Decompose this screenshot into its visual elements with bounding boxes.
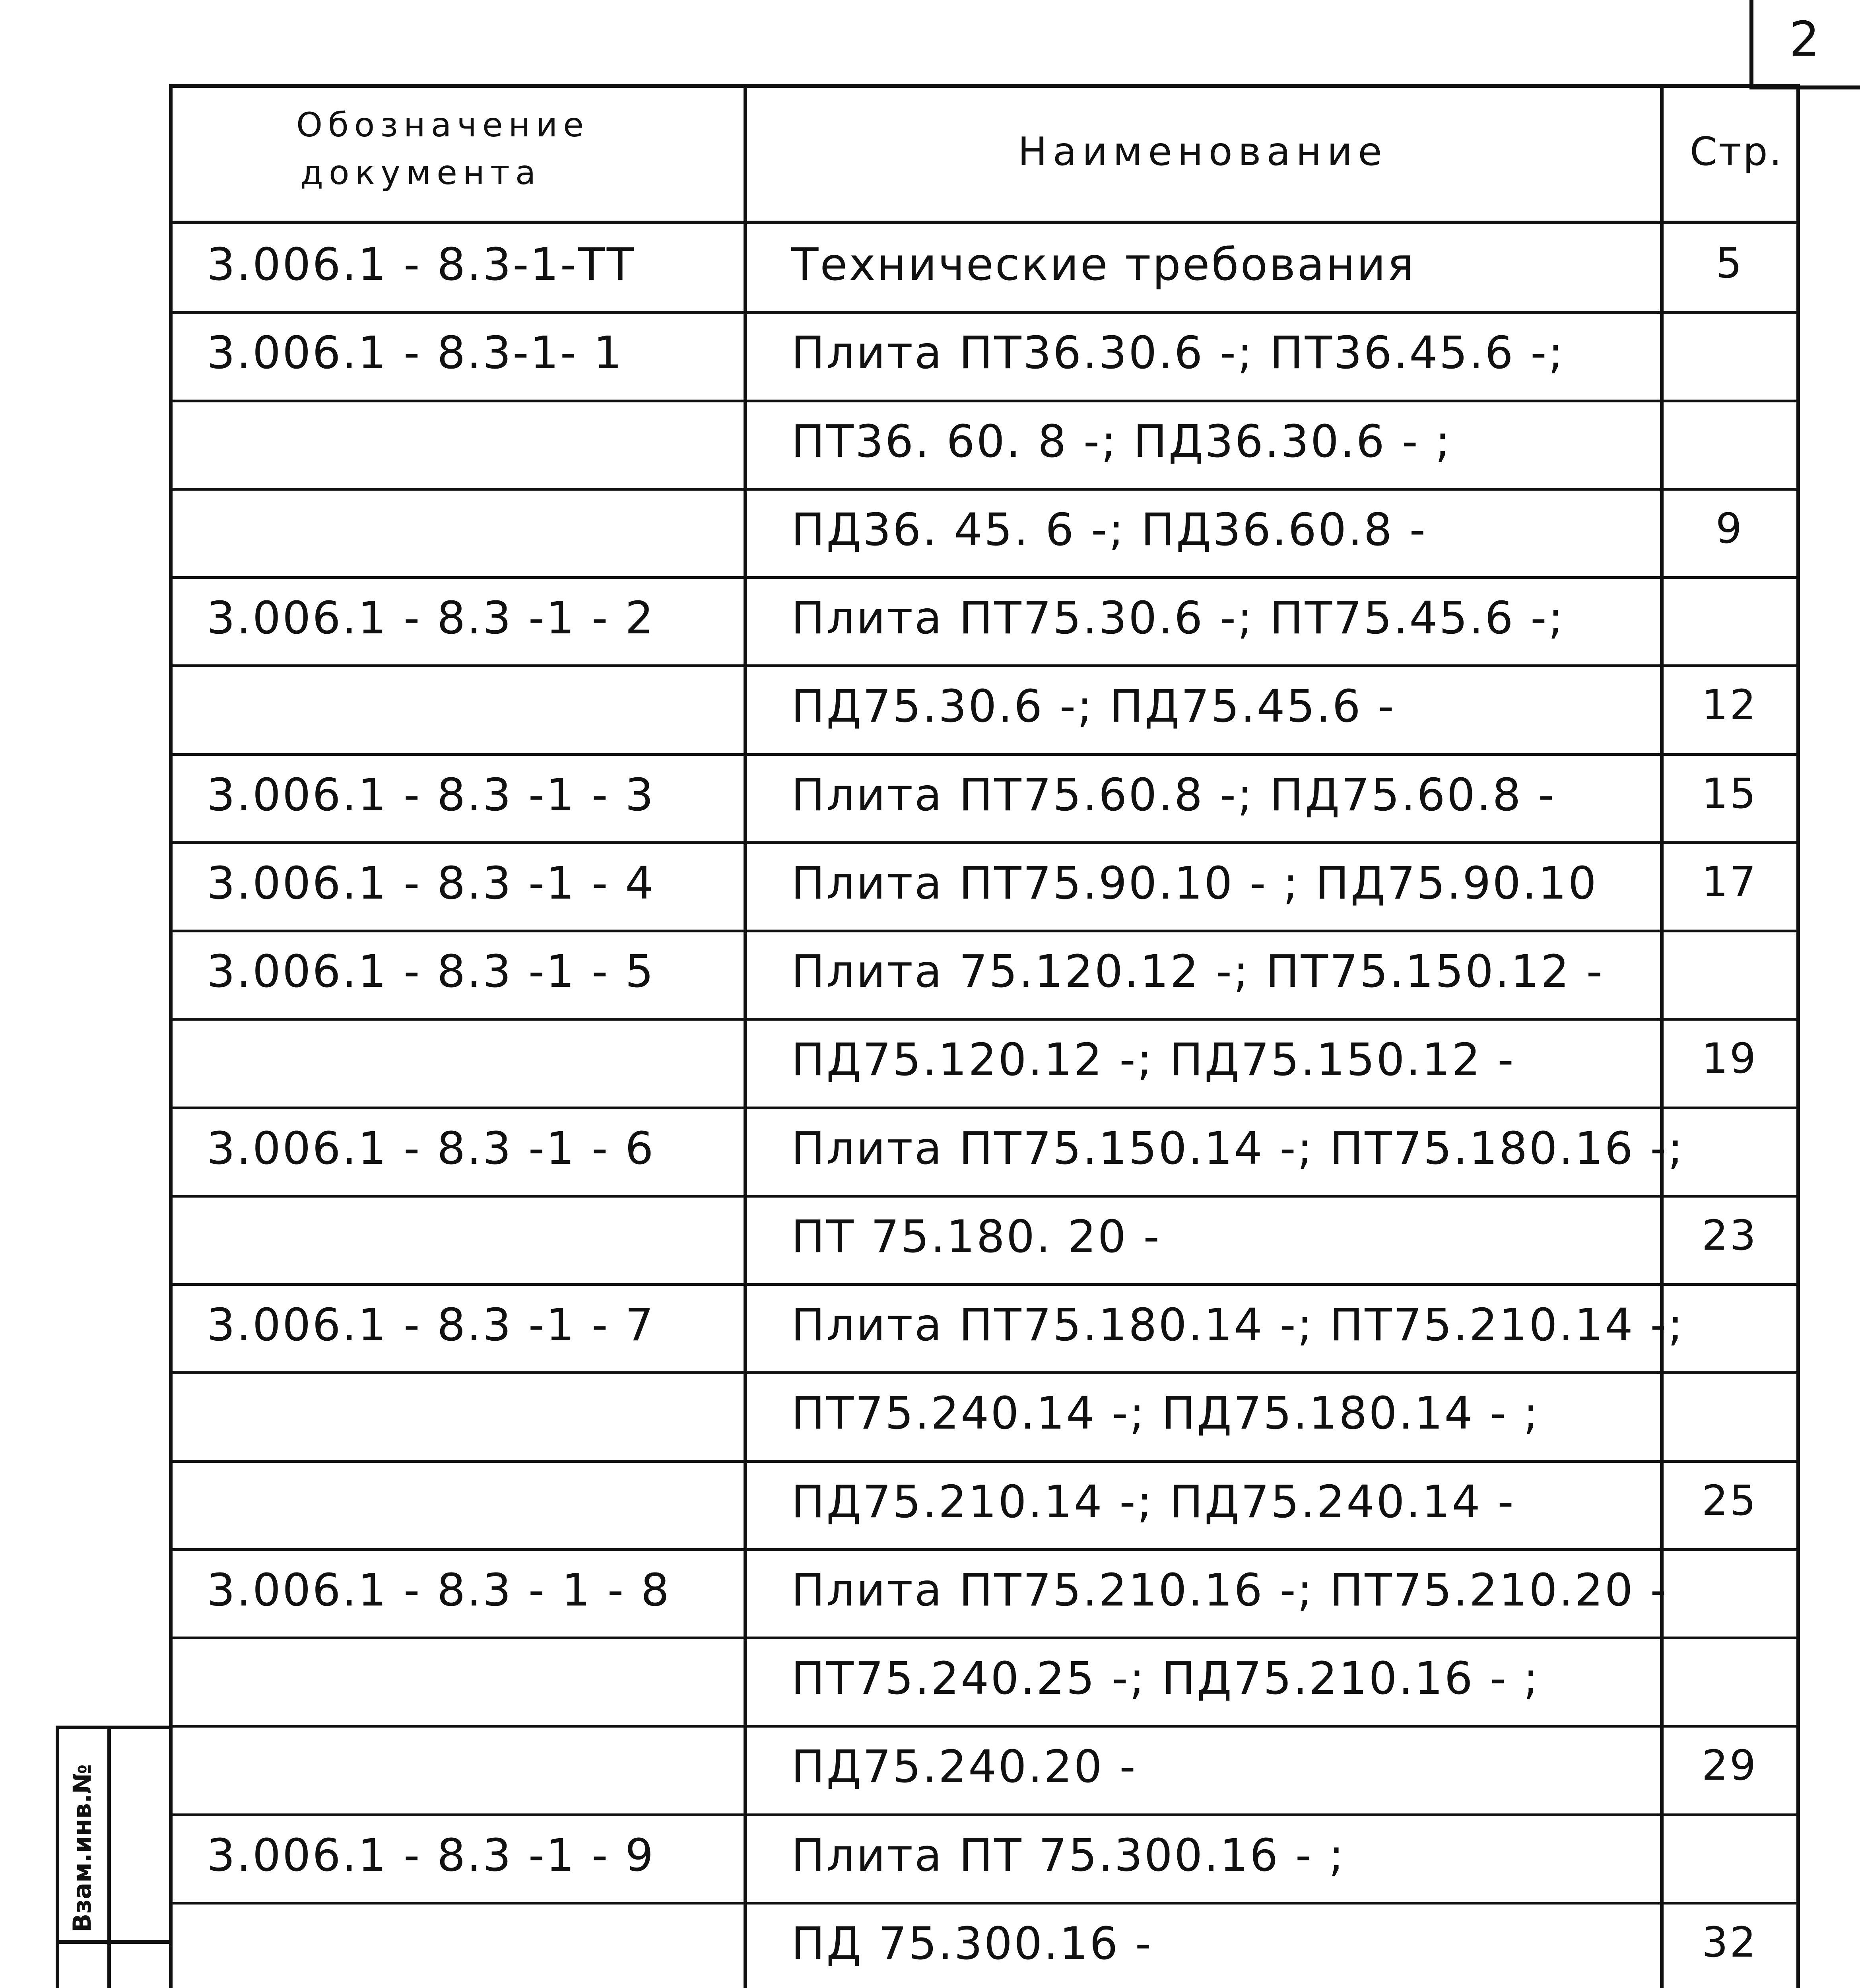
row-divider: [169, 1460, 1800, 1463]
row-divider: [169, 753, 1800, 756]
row-code: 3.006.1 - 8.3 - 1 - 8: [207, 1565, 671, 1616]
row-name: Плита ПТ75.60.8 -; ПД75.60.8 -: [791, 769, 1556, 821]
row-name: ПД75.240.20 -: [791, 1741, 1137, 1793]
row-name: ПД75.210.14 -; ПД75.240.14 -: [791, 1476, 1515, 1528]
row-divider: [169, 1813, 1800, 1816]
row-page: 32: [1701, 1918, 1758, 1967]
row-page: 15: [1701, 769, 1758, 818]
row-divider: [169, 1548, 1800, 1551]
row-name: ПТ36. 60. 8 -; ПД36.30.6 - ;: [791, 416, 1452, 468]
row-code: 3.006.1 - 8.3 -1 - 2: [207, 592, 655, 644]
row-code: 3.006.1 - 8.3 -1 - 6: [207, 1123, 655, 1175]
row-page: 29: [1701, 1741, 1758, 1790]
row-divider: [169, 664, 1800, 667]
page-number: 2: [1789, 12, 1821, 67]
row-code: 3.006.1 - 8.3 -1 - 5: [207, 946, 655, 998]
row-code: 3.006.1 - 8.3-1-ТТ: [207, 239, 636, 291]
row-name: Плита ПТ75.180.14 -; ПТ75.210.14 -;: [791, 1299, 1685, 1351]
row-page: 5: [1715, 239, 1744, 287]
row-divider: [169, 1637, 1800, 1639]
row-name: ПД36. 45. 6 -; ПД36.60.8 -: [791, 504, 1427, 556]
row-divider: [169, 1283, 1800, 1286]
row-name: ПД75.30.6 -; ПД75.45.6 -: [791, 681, 1396, 732]
row-page: 17: [1701, 858, 1758, 906]
row-name: ПТ75.240.14 -; ПД75.180.14 - ;: [791, 1388, 1540, 1439]
row-page: 25: [1701, 1476, 1758, 1525]
row-name: ПТ 75.180. 20 -: [791, 1211, 1161, 1263]
row-divider: [169, 1371, 1800, 1374]
row-name: Плита 75.120.12 -; ПТ75.150.12 -: [791, 946, 1604, 998]
side-replace-inv: Взам.инв.№: [68, 1764, 97, 1932]
header-designation-line2: документа: [300, 153, 542, 192]
row-code: 3.006.1 - 8.3 -1 - 7: [207, 1299, 655, 1351]
row-divider: [169, 930, 1800, 932]
row-page: 12: [1701, 681, 1758, 729]
row-divider: [169, 1018, 1800, 1021]
row-name: ПД75.120.12 -; ПД75.150.12 -: [791, 1034, 1515, 1086]
row-code: 3.006.1 - 8.3 -1 - 4: [207, 858, 655, 909]
row-divider: [169, 1902, 1800, 1905]
row-divider: [169, 311, 1800, 314]
row-name: ПТ75.240.25 -; ПД75.210.16 - ;: [791, 1653, 1540, 1705]
row-name: Плита ПТ36.30.6 -; ПТ36.45.6 -;: [791, 327, 1565, 379]
row-name: Плита ПТ75.210.16 -; ПТ75.210.20 -: [791, 1565, 1668, 1616]
row-code: 3.006.1 - 8.3 -1 - 3: [207, 769, 655, 821]
row-divider: [169, 1107, 1800, 1109]
header-page: Стр.: [1690, 129, 1783, 175]
row-code: 3.006.1 - 8.3-1- 1: [207, 327, 624, 379]
row-code: 3.006.1 - 8.3 -1 - 9: [207, 1830, 655, 1881]
row-page: 23: [1701, 1211, 1758, 1260]
header-name: Наименование: [1018, 129, 1388, 175]
header-designation: Обозначение: [296, 105, 589, 144]
row-page: 9: [1715, 504, 1744, 553]
row-name: Плита ПТ75.150.14 -; ПТ75.180.16 -;: [791, 1123, 1685, 1175]
row-name: Плита ПТ 75.300.16 - ;: [791, 1830, 1345, 1881]
row-divider: [169, 400, 1800, 402]
row-divider: [169, 488, 1800, 491]
row-name: Плита ПТ75.90.10 - ; ПД75.90.10: [791, 858, 1598, 909]
row-divider: [169, 576, 1800, 579]
row-divider: [169, 1195, 1800, 1198]
row-name: Плита ПТ75.30.6 -; ПТ75.45.6 -;: [791, 592, 1565, 644]
row-name: Технические требования: [791, 239, 1416, 291]
row-divider: [169, 1725, 1800, 1728]
row-name: ПД 75.300.16 -: [791, 1918, 1153, 1970]
row-divider: [169, 841, 1800, 844]
row-page: 19: [1701, 1034, 1758, 1083]
